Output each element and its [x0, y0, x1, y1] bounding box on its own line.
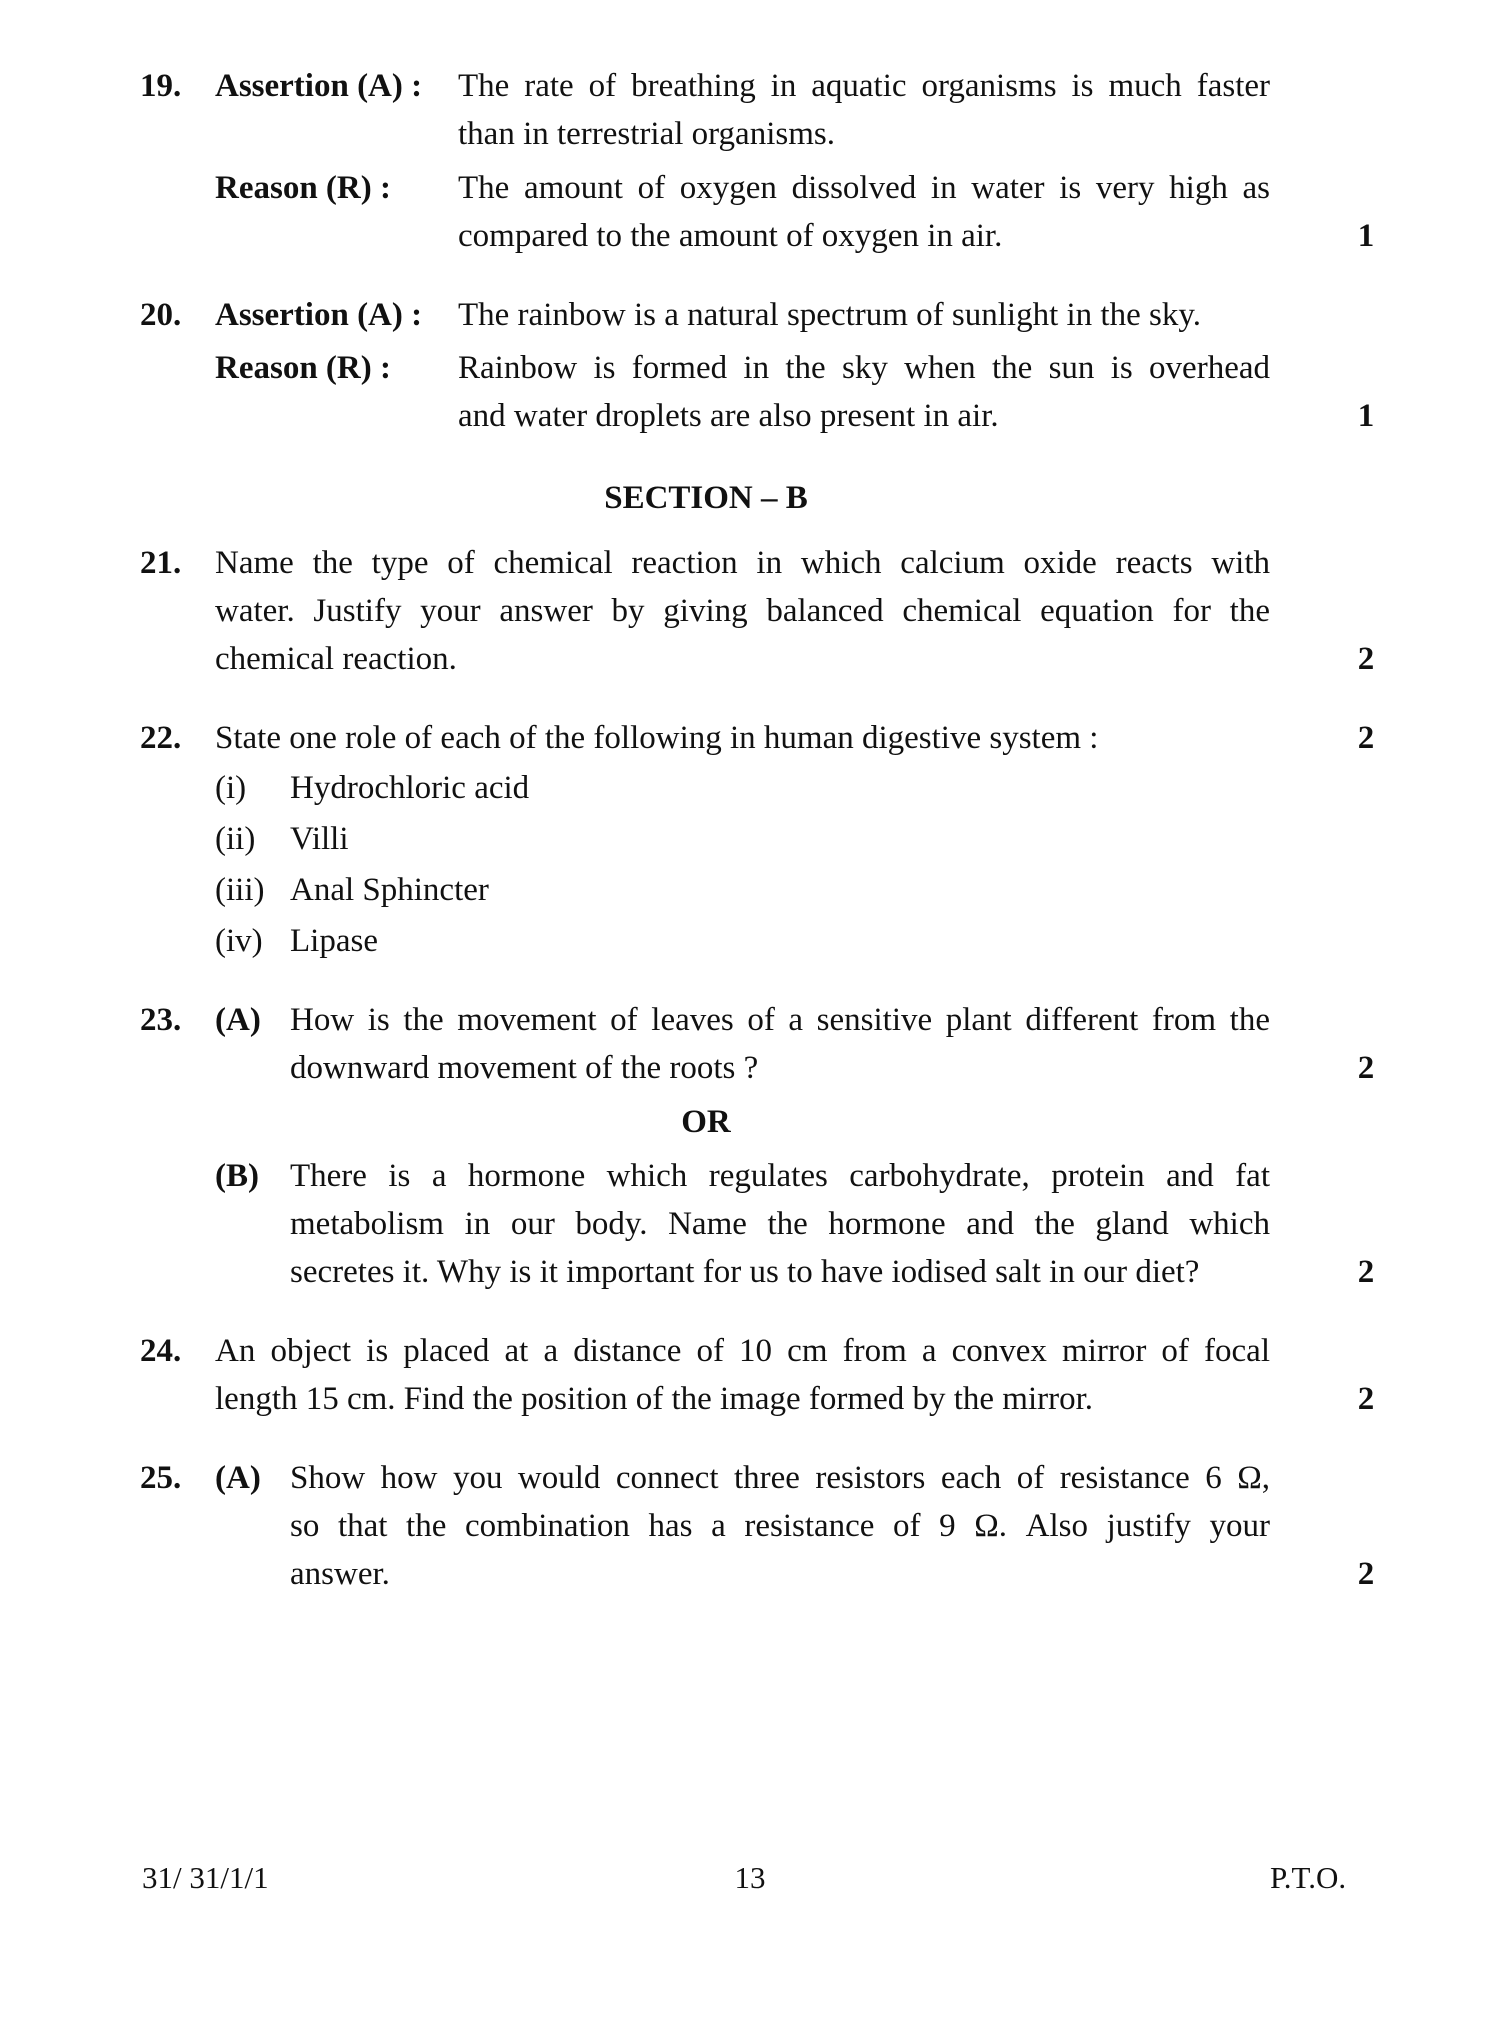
question-text: water. Justify your answer by giving balanced chemical equation for the [215, 593, 1270, 629]
marks: 2 [1357, 641, 1375, 677]
question-text: Show how you would connect three resistors each of resistance 6 Ω, [290, 1460, 1270, 1496]
question-text: There is a hormone which regulates carbohydrate, protein and fat [290, 1158, 1270, 1194]
list-item: Lipase [290, 923, 378, 959]
question-text: downward movement of the roots ? [290, 1050, 759, 1086]
assertion-text: than in terrestrial organisms. [458, 116, 835, 152]
assertion-label: Assertion (A) : [215, 297, 423, 333]
question-number: 22. [140, 720, 182, 756]
question-number: 25. [140, 1460, 182, 1496]
page-number: 13 [734, 1860, 766, 1895]
option-label: (B) [215, 1158, 259, 1194]
reason-text: Rainbow is formed in the sky when the sun is overhead [458, 350, 1270, 386]
list-item-label: (i) [215, 770, 247, 806]
question-text: How is the movement of leaves of a sensitive plant different from the [290, 1002, 1270, 1038]
marks: 1 [1357, 218, 1375, 254]
marks: 1 [1357, 398, 1375, 434]
question-text: metabolism in our body. Name the hormone and the gland which [290, 1206, 1270, 1242]
question-text: secretes it. Why is it important for us to have iodised salt in our diet? [290, 1254, 1200, 1290]
list-item: Villi [290, 821, 349, 857]
assertion-text: The rate of breathing in aquatic organisms is much faster [458, 68, 1270, 104]
marks: 2 [1357, 1381, 1375, 1417]
reason-text: compared to the amount of oxygen in air. [458, 218, 1003, 254]
question-number: 21. [140, 545, 182, 581]
marks: 2 [1357, 1050, 1375, 1086]
paper-code: 31/ 31/1/1 [142, 1860, 269, 1895]
question-number: 20. [140, 297, 182, 333]
marks: 2 [1357, 1254, 1375, 1290]
list-item: Anal Sphincter [290, 872, 489, 908]
question-text: so that the combination has a resistance of 9 Ω. Also justify your [290, 1508, 1270, 1544]
section-heading: SECTION – B [604, 480, 808, 516]
option-label: (A) [215, 1002, 261, 1038]
assertion-label: Assertion (A) : [215, 68, 423, 104]
marks: 2 [1357, 720, 1375, 756]
question-text: Name the type of chemical reaction in which calcium oxide reacts with [215, 545, 1270, 581]
question-number: 19. [140, 68, 182, 104]
question-text: An object is placed at a distance of 10 cm from a convex mirror of focal [215, 1333, 1270, 1369]
reason-text: The amount of oxygen dissolved in water is very high as [458, 170, 1270, 206]
pto-label: P.T.O. [1270, 1860, 1347, 1895]
question-text: length 15 cm. Find the position of the image formed by the mirror. [215, 1381, 1094, 1417]
question-text: answer. [290, 1556, 390, 1592]
question-text: State one role of each of the following in human digestive system : [215, 720, 1099, 756]
question-number: 24. [140, 1333, 182, 1369]
question-text: chemical reaction. [215, 641, 457, 677]
reason-text: and water droplets are also present in air. [458, 398, 999, 434]
assertion-text: The rainbow is a natural spectrum of sunlight in the sky. [458, 297, 1201, 333]
or-separator: OR [681, 1104, 731, 1140]
reason-label: Reason (R) : [215, 170, 391, 206]
question-number: 23. [140, 1002, 182, 1038]
list-item-label: (iv) [215, 923, 263, 959]
marks: 2 [1357, 1556, 1375, 1592]
list-item: Hydrochloric acid [290, 770, 530, 806]
list-item-label: (ii) [215, 821, 256, 857]
list-item-label: (iii) [215, 872, 265, 908]
option-label: (A) [215, 1460, 261, 1496]
reason-label: Reason (R) : [215, 350, 391, 386]
